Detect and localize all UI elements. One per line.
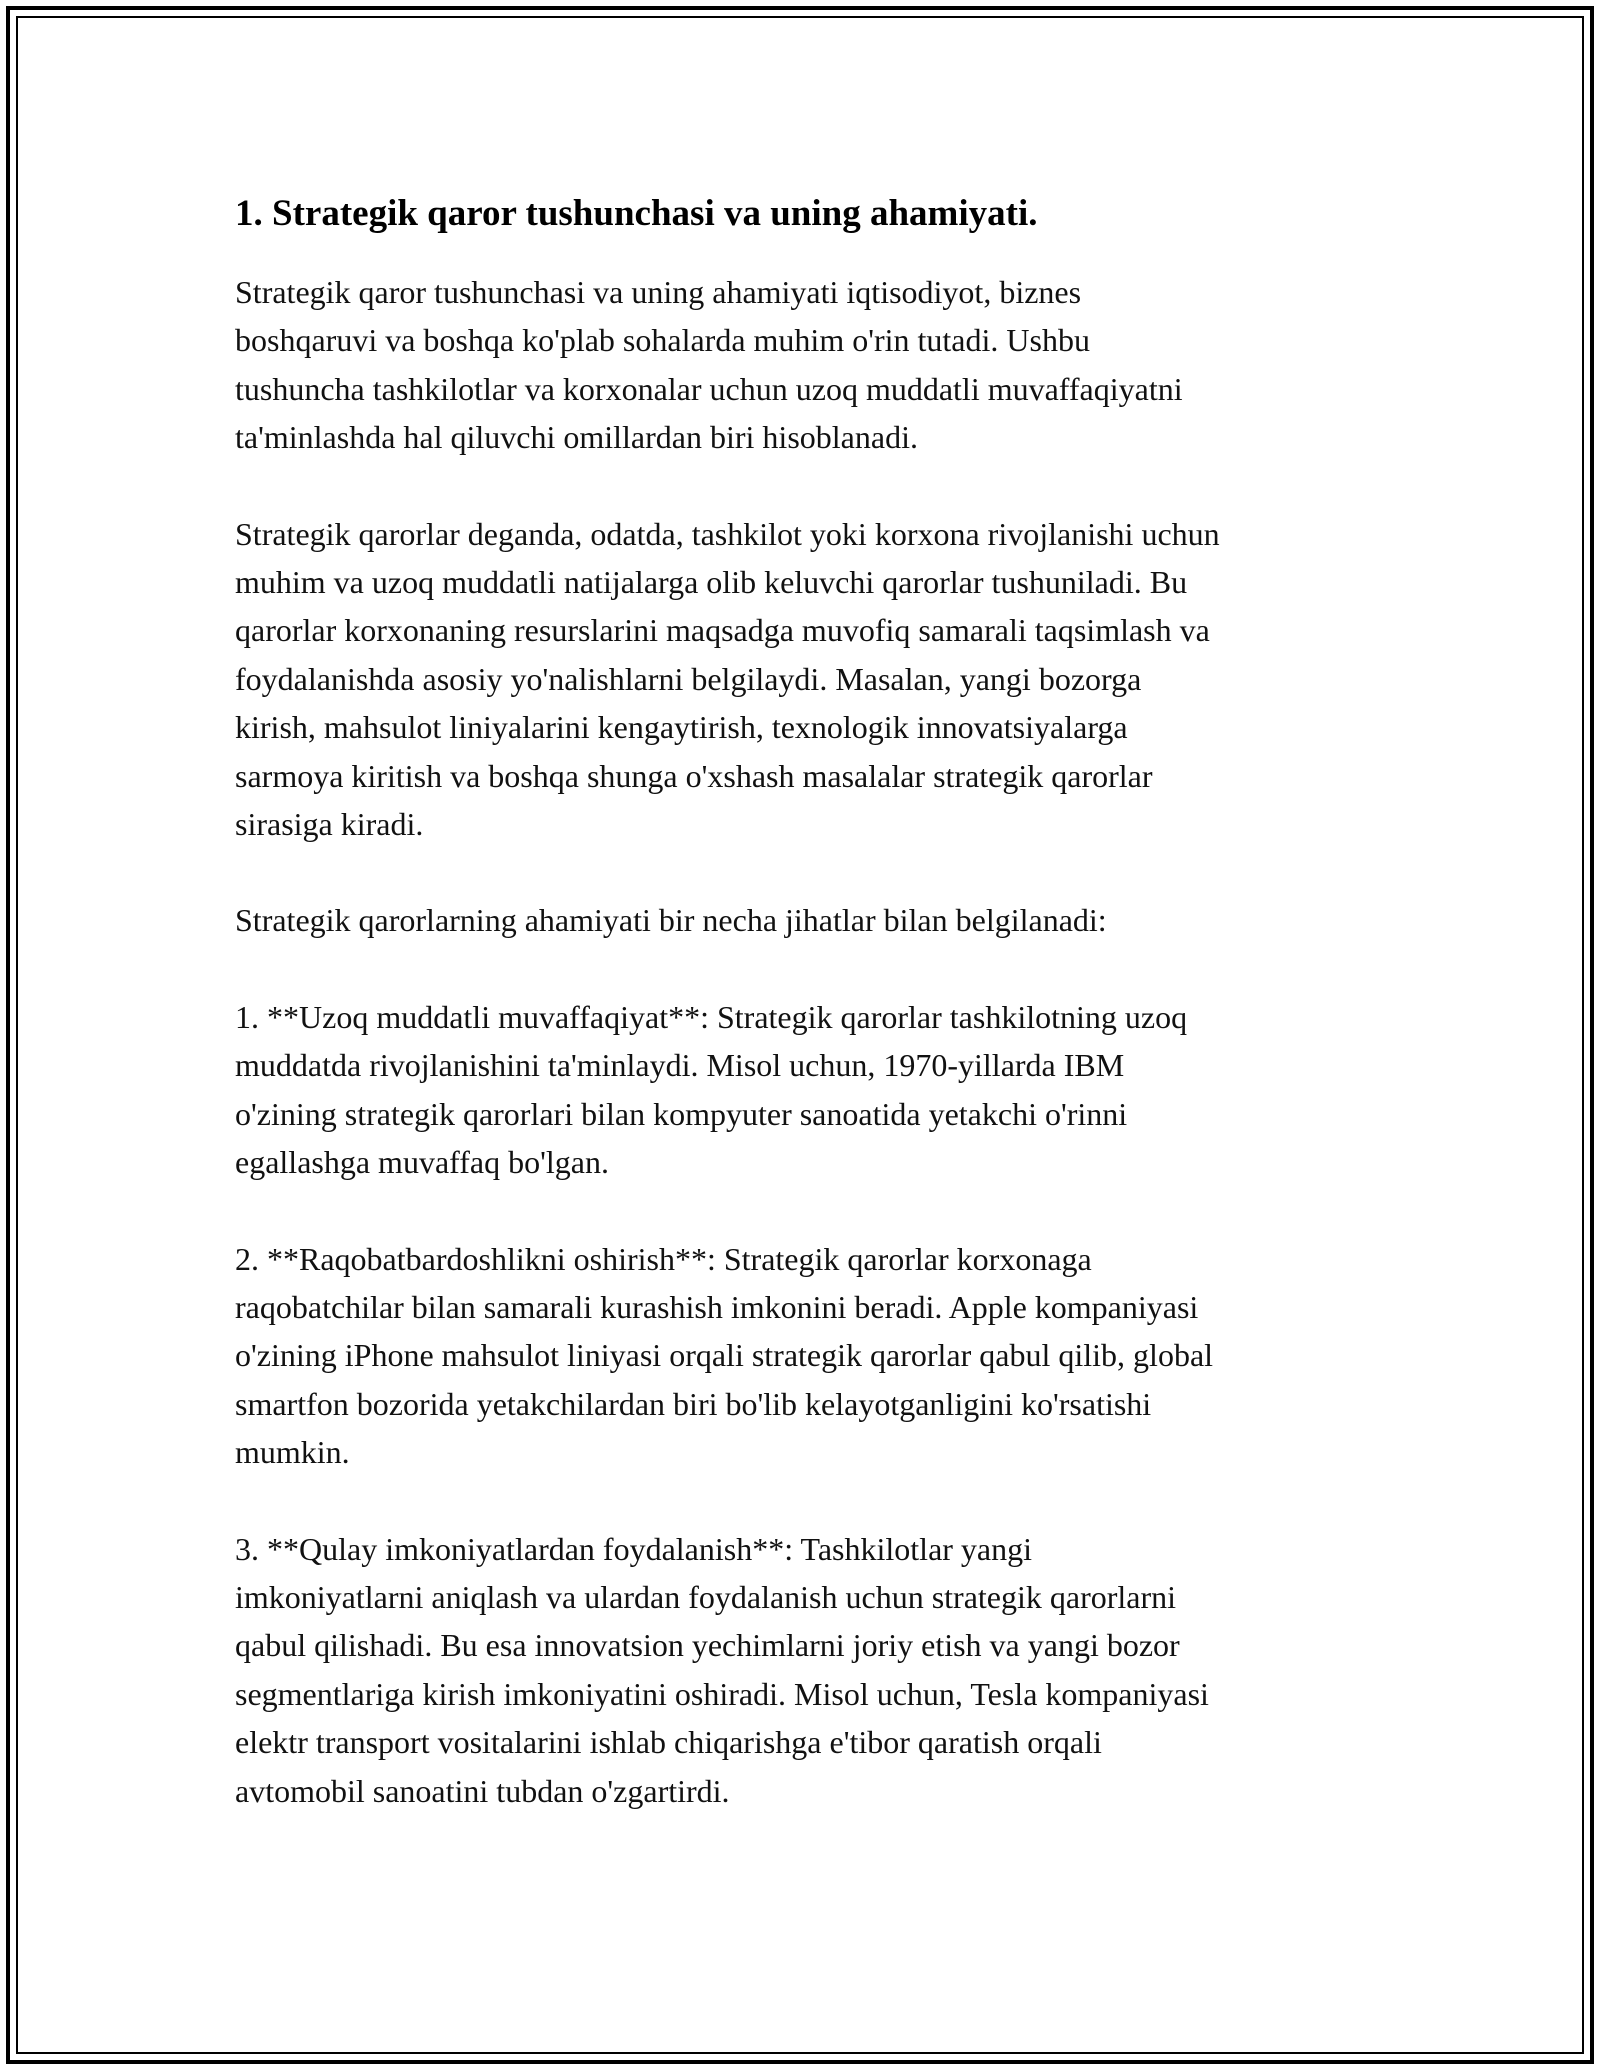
paragraph-definition: Strategik qarorlar deganda, odatda, tashkilot yoki korxona rivojlanishi uchun muhim va uzoq muddatli natijalarga olib keluvchi qarorlar tushuniladi. Bu qarorlar korxonaning resurslarini maqsadga muvofiq samarali taqsimlash va foydalanishda asosiy yo'nalishlarni belgilaydi. Masalan, yangi bozorga kirish, mahsulot liniyalarini kengaytirish, texnologik innovatsiyalarga sarmoya kiritish va boshqa shunga o'xshash masalalar strategik qarorlar sirasiga kiradi. <box>235 515 1220 843</box>
paragraph-intro: Strategik qaror tushunchasi va uning ahamiyati iqtisodiyot, biznes boshqaruvi va boshqa ko'plab sohalarda muhim o'rin tutadi. Ushbu tushuncha tashkilotlar va korxonalar uchun uzoq muddatli muvaffaqiyatni ta'minlashda hal qiluvchi omillardan biri hisoblanadi. <box>235 274 1183 456</box>
list-item-competitiveness: 2. **Raqobatbardoshlikni oshirish**: Strategik qarorlar korxonaga raqobatchilar bilan samarali kurashish imkonini beradi. Apple kompaniyasi o'zining iPhone mahsulot liniyasi orqali strategik qarorlar qabul qilib, global smartfon bozorida yetakchilardan biri bo'lib kelayotganligini ko'rsatishi mumkin. <box>235 1240 1214 1471</box>
document-body <box>235 188 1385 1863</box>
paragraph-importance-lead: Strategik qarorlarning ahamiyati bir necha jihatlar bilan belgilanadi: <box>235 902 1107 939</box>
section-heading: 1. Strategik qaror tushunchasi va uning ahamiyati. <box>235 193 1038 234</box>
list-item-opportunities: 3. **Qulay imkoniyatlardan foydalanish**: Tashkilotlar yangi imkoniyatlarni aniqlash va ulardan foydalanish uchun strategik qarorlarni qabul qilishadi. Bu esa innovatsion yechimlarni joriy etish va yangi bozor segmentlariga kirish imkoniyatini oshiradi. Misol uchun, Tesla kompaniyasi elektr transport vositalarini ishlab chiqarishga e'tibor qaratish orqali avtomobil sanoatini tubdan o'zgartirdi. <box>235 1530 1209 1809</box>
list-item-long-term-success: 1. **Uzoq muddatli muvaffaqiyat**: Strategik qarorlar tashkilotning uzoq muddatda rivojlanishini ta'minlaydi. Misol uchun, 1970-yillarda IBM o'zining strategik qarorlari bilan kompyuter sanoatida yetakchi o'rinni egallashga muvaffaq bo'lgan. <box>235 998 1188 1181</box>
